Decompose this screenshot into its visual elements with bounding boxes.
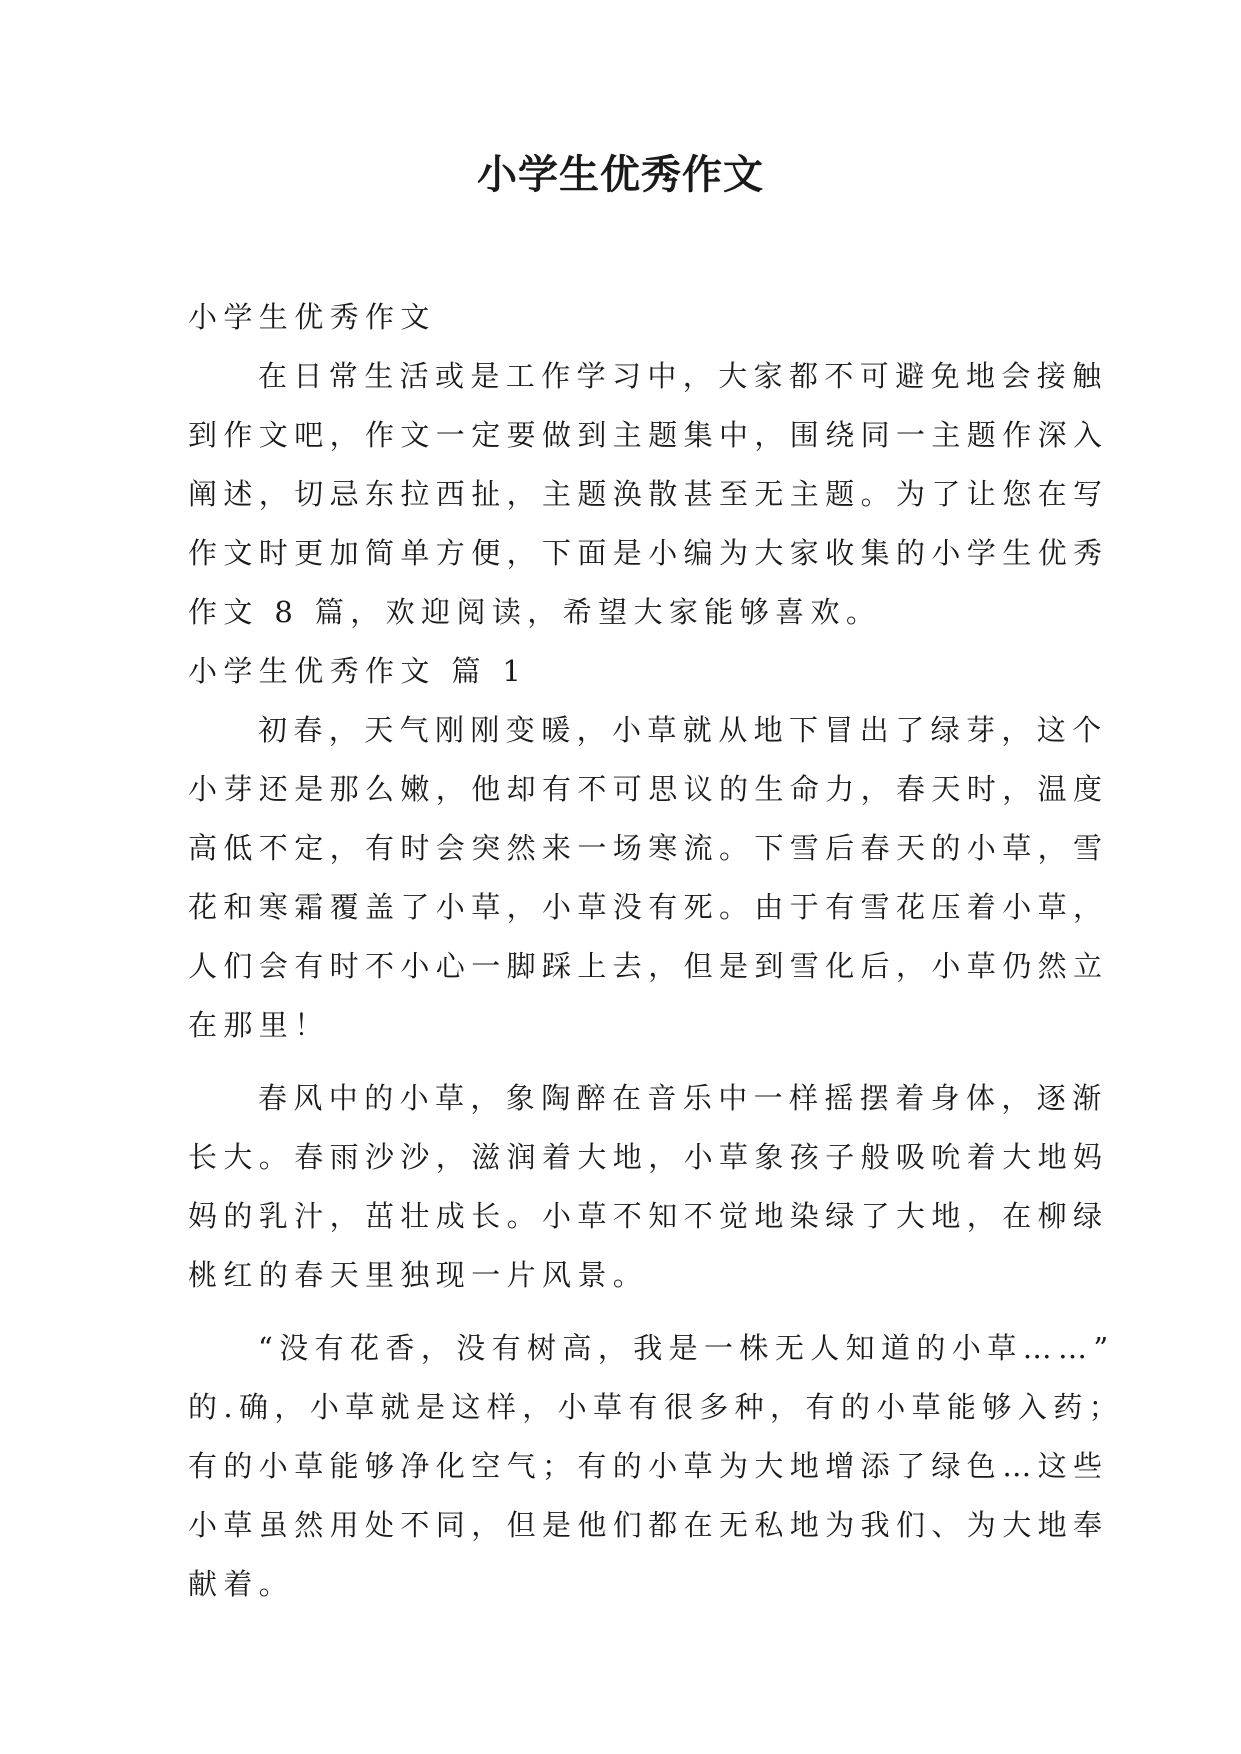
text-line: 作文 8 篇，欢迎阅读，希望大家能够喜欢。: [188, 595, 882, 629]
text-line: 作文时更加简单方便，下面是小编为大家收集的小学生优秀: [188, 536, 1109, 570]
text-line: 小学生优秀作文 篇 1: [188, 654, 528, 688]
text-line: 初春，天气刚刚变暖，小草就从地下冒出了绿芽，这个: [258, 713, 1108, 747]
text-line: “没有花香，没有树高，我是一株无人知道的小草……”: [258, 1331, 1115, 1365]
document-body: [188, 288, 1125, 1614]
text-line: 小草虽然用处不同，但是他们都在无私地为我们、为大地奉: [188, 1508, 1109, 1542]
text-line: 妈的乳汁，茁壮成长。小草不知不觉地染绿了大地，在柳绿: [188, 1199, 1109, 1233]
text-line: 春风中的小草，象陶醉在音乐中一样摇摆着身体，逐渐: [258, 1081, 1108, 1115]
document-title: 小学生优秀作文: [477, 151, 764, 198]
text-line: 桃红的春天里独现一片风景。: [188, 1258, 649, 1292]
text-line: 的.确，小草就是这样，小草有很多种，有的小草能够入药；: [188, 1390, 1125, 1424]
text-line: 阐述，切忌东拉西扯，主题涣散甚至无主题。为了让您在写: [188, 477, 1109, 511]
text-line: 小学生优秀作文: [188, 300, 436, 334]
text-line: 花和寒霜覆盖了小草，小草没有死。由于有雪花压着小草，: [188, 890, 1109, 924]
text-line: 人们会有时不小心一脚踩上去，但是到雪化后，小草仍然立: [188, 949, 1109, 983]
text-line: 有的小草能够净化空气；有的小草为大地增添了绿色…这些: [188, 1449, 1109, 1483]
text-line: 到作文吧，作文一定要做到主题集中，围绕同一主题作深入: [188, 418, 1109, 452]
text-line: 献着。: [188, 1567, 295, 1601]
text-line: 在那里！: [188, 1008, 330, 1042]
text-line: 小芽还是那么嫩，他却有不可思议的生命力，春天时，温度: [188, 772, 1109, 806]
text-line: 在日常生活或是工作学习中，大家都不可避免地会接触: [258, 359, 1108, 393]
text-line: 长大。春雨沙沙，滋润着大地，小草象孩子般吸吮着大地妈: [188, 1140, 1109, 1174]
text-line: 高低不定，有时会突然来一场寒流。下雪后春天的小草，雪: [188, 831, 1109, 865]
